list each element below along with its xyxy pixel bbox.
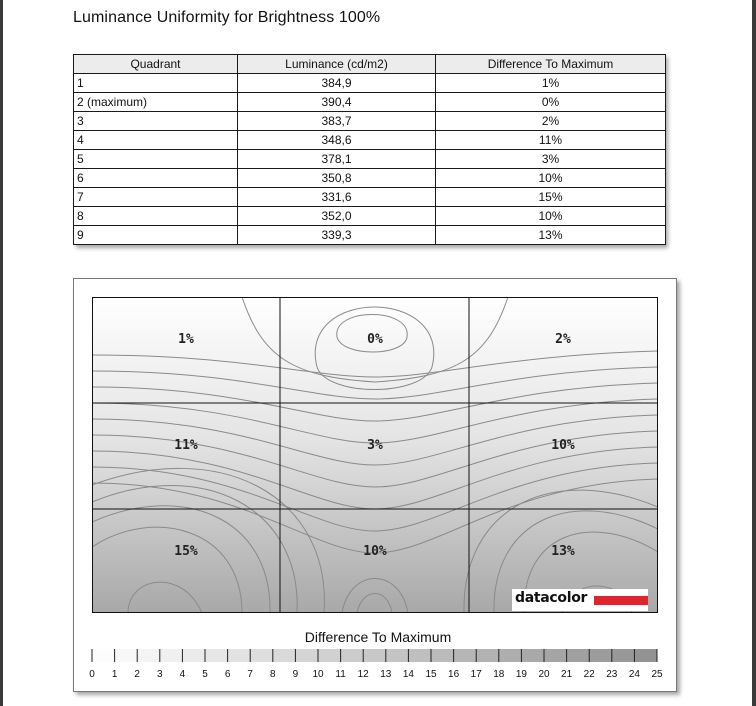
cell-luminance: 331,6: [238, 188, 436, 207]
luminance-table-container: [73, 54, 665, 245]
legend-tick-label: 6: [224, 669, 231, 680]
legend-swatch: [250, 649, 273, 662]
luminance-table: [73, 54, 666, 245]
legend-swatch: [318, 649, 341, 662]
cell-luminance: 384,9: [238, 74, 436, 93]
cell-difference: 2%: [436, 112, 666, 131]
heatmap-cell-label: 15%: [174, 544, 198, 559]
legend-swatch: [589, 649, 612, 662]
cell-difference: 15%: [436, 188, 666, 207]
header-luminance: Luminance (cd/m2): [238, 55, 436, 74]
cell-difference: 1%: [436, 74, 666, 93]
legend-tick-label: 5: [202, 669, 208, 680]
cell-luminance: 378,1: [238, 150, 436, 169]
cell-quadrant: 4: [74, 131, 238, 150]
heatmap-cell-label: 10%: [551, 438, 575, 453]
legend-tick-label: 21: [561, 669, 573, 680]
legend-swatch: [431, 649, 454, 662]
legend-swatch: [273, 649, 296, 662]
datacolor-logo-bar: [594, 596, 648, 605]
cell-luminance: 383,7: [238, 112, 436, 131]
cell-difference: 10%: [436, 169, 666, 188]
legend-tick-label: 10: [312, 669, 324, 680]
cell-difference: 11%: [436, 131, 666, 150]
legend-swatch: [137, 649, 160, 662]
window-edge-left: [0, 0, 3, 706]
table-row: [74, 207, 666, 226]
legend-tick-label: 7: [247, 669, 253, 680]
legend-swatch: [476, 649, 499, 662]
cell-quadrant: 9: [74, 226, 238, 245]
legend-swatch: [612, 649, 635, 662]
legend-swatch: [228, 649, 251, 662]
legend-swatch: [386, 649, 409, 662]
table-row: [74, 74, 666, 93]
legend-tick-label: 20: [538, 669, 550, 680]
uniformity-heatmap: [92, 297, 658, 613]
datacolor-logo-text: datacolor: [515, 590, 588, 606]
window-edge-right: [752, 0, 756, 706]
cell-difference: 13%: [436, 226, 666, 245]
cell-quadrant: 6: [74, 169, 238, 188]
table-header-row: [74, 55, 666, 74]
legend-swatch: [567, 649, 590, 662]
legend-swatch: [341, 649, 364, 662]
legend-swatch: [408, 649, 431, 662]
legend-swatch: [544, 649, 567, 662]
heatmap-cell-label: 0%: [367, 332, 383, 347]
heatmap-cell-label: 3%: [367, 438, 383, 453]
legend-tick-label: 16: [448, 669, 460, 680]
heatmap-cell-label: 13%: [551, 544, 575, 559]
page-title: Luminance Uniformity for Brightness 100%: [73, 9, 381, 26]
legend-scale: [80, 646, 680, 686]
legend-swatch: [454, 649, 477, 662]
datacolor-logo: [512, 589, 648, 611]
cell-luminance: 339,3: [238, 226, 436, 245]
table-row: [74, 226, 666, 245]
legend-tick-label: 11: [335, 669, 346, 680]
legend-tick-label: 24: [628, 669, 640, 680]
cell-quadrant: 1: [74, 74, 238, 93]
cell-quadrant: 2 (maximum): [74, 93, 238, 112]
cell-quadrant: 8: [74, 207, 238, 226]
cell-luminance: 352,0: [238, 207, 436, 226]
legend-swatch: [634, 649, 657, 662]
legend-tick-label: 12: [357, 669, 369, 680]
legend-tick-label: 19: [515, 669, 527, 680]
legend-tick-label: 8: [270, 669, 276, 680]
table-row: [74, 112, 666, 131]
cell-quadrant: 5: [74, 150, 238, 169]
legend-swatch: [521, 649, 544, 662]
header-quadrant: Quadrant: [74, 55, 238, 74]
cell-quadrant: 7: [74, 188, 238, 207]
cell-luminance: 350,8: [238, 169, 436, 188]
cell-difference: 10%: [436, 207, 666, 226]
cell-luminance: 348,6: [238, 131, 436, 150]
legend-tick-label: 13: [380, 669, 392, 680]
legend-tick-label: 17: [470, 669, 482, 680]
legend-tick-label: 1: [111, 669, 118, 680]
legend-swatch: [160, 649, 183, 662]
cell-quadrant: 3: [74, 112, 238, 131]
cell-luminance: 390,4: [238, 93, 436, 112]
legend-swatch: [205, 649, 228, 662]
legend-tick-label: 18: [493, 669, 505, 680]
legend-swatch: [92, 649, 115, 662]
legend-tick-label: 2: [134, 669, 140, 680]
heatmap-cell-label: 1%: [178, 332, 194, 347]
legend-swatch: [295, 649, 318, 662]
legend-tick-label: 4: [179, 669, 186, 680]
table-row: [74, 131, 666, 150]
table-row: [74, 188, 666, 207]
legend-tick-label: 3: [157, 669, 163, 680]
heatmap-cell-label: 10%: [363, 544, 387, 559]
legend-tick-label: 23: [606, 669, 618, 680]
legend-swatch: [363, 649, 386, 662]
legend-tick-label: 14: [402, 669, 414, 680]
table-row: [74, 150, 666, 169]
legend-title: Difference To Maximum: [304, 629, 452, 645]
legend-tick-label: 22: [583, 669, 595, 680]
table-row: [74, 93, 666, 112]
heatmap-cell-label: 11%: [174, 438, 198, 453]
legend-tick-label: 0: [89, 669, 95, 680]
legend-swatch: [182, 649, 205, 662]
legend-tick-label: 9: [292, 669, 299, 680]
heatmap-cell-label: 2%: [555, 332, 571, 347]
cell-difference: 0%: [436, 93, 666, 112]
legend-tick-label: 25: [651, 669, 663, 680]
cell-difference: 3%: [436, 150, 666, 169]
legend-tick-label: 15: [425, 669, 437, 680]
header-difference: Difference To Maximum: [436, 55, 666, 74]
legend-swatch: [499, 649, 522, 662]
legend-swatch: [115, 649, 138, 662]
table-row: [74, 169, 666, 188]
